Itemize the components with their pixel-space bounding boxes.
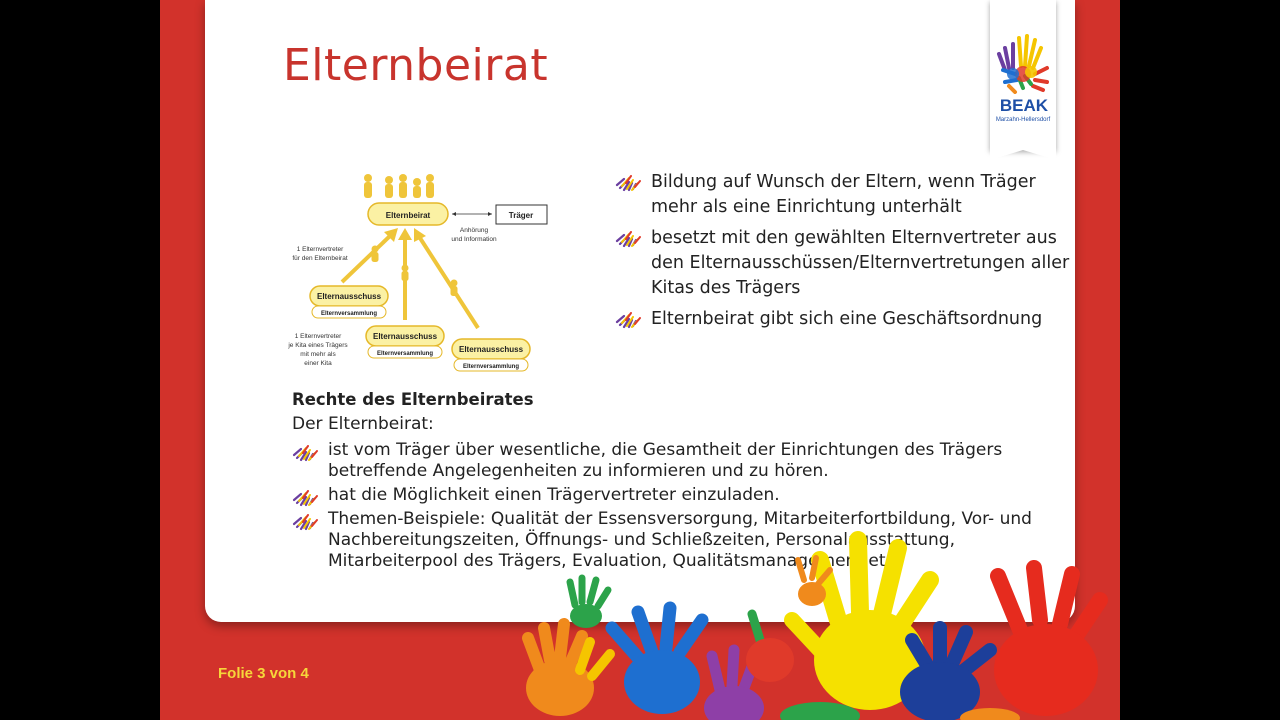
- list-item: [615, 307, 1085, 332]
- list-item: [615, 170, 1085, 220]
- bullet-text: Themen-Beispiele: Qualität der Essensversorgung, Mitarbeiterfortbildung, Vor- und Nachbereitungszeiten, Öffnungs- und Schließzeiten, Personalausstattung, Mitarbeiterpool des Trägers, Evaluation, Qualitätsmanagement etc.: [328, 509, 1032, 571]
- bullet-text: hat die Möglichkeit einen Trägervertreter einzuladen.: [328, 485, 780, 505]
- logo-brand: BEAK: [999, 96, 1049, 115]
- beak-logo: [990, 0, 1056, 150]
- node-ausschuss-1: Elternausschuss: [316, 292, 382, 301]
- bullet-text: besetzt mit den gewählten Elternvertreter aus den Elternausschüssen/Elternvertretungen aller Kitas des Trägers: [651, 228, 1070, 298]
- node-versammlung-2: Elternversammlung: [376, 351, 434, 357]
- hand-bullet-icon: [615, 310, 641, 330]
- note-top-line2: für den Elternbeirat: [292, 255, 348, 262]
- note-bottom-line1: 1 Elternvertreter: [294, 333, 342, 340]
- list-item: [615, 226, 1085, 301]
- note-top-line1: 1 Elternvertreter: [296, 246, 344, 253]
- node-ausschuss-3: Elternausschuss: [458, 345, 524, 354]
- bullet-text: ist vom Träger über wesentliche, die Gesamtheit der Einrichtungen des Trägers betreffende Angelegenheiten zu informieren und zu hören.: [328, 440, 1003, 481]
- bullet-text: Elternbeirat gibt sich eine Geschäftsordnung: [651, 309, 1043, 329]
- node-ausschuss-2: Elternausschuss: [372, 332, 438, 341]
- hand-bullet-icon: [615, 173, 641, 193]
- note-bottom-line4: einer Kita: [304, 360, 332, 367]
- node-traeger: Träger: [508, 211, 534, 220]
- handprints-decoration: [520, 520, 1120, 720]
- slide-counter: Folie 3 von 4: [218, 665, 309, 682]
- hand-bullet-icon: [292, 488, 318, 508]
- logo-subtitle: Marzahn-Hellersdorf: [995, 117, 1051, 123]
- rights-subheading: Der Elternbeirat:: [292, 414, 434, 434]
- person-icons: [364, 174, 434, 198]
- list-item: [292, 485, 1052, 506]
- node-versammlung-1: Elternversammlung: [320, 311, 378, 317]
- node-elternbeirat: Elternbeirat: [385, 211, 431, 220]
- note-bottom-line2: je Kita eines Trägers: [288, 342, 348, 349]
- note-bottom-line3: mit mehr als: [300, 351, 336, 358]
- slide-title: Elternbeirat: [283, 40, 549, 91]
- list-item: [292, 440, 1052, 482]
- bullet-text: Bildung auf Wunsch der Eltern, wenn Träger mehr als eine Einrichtung unterhält: [651, 172, 1036, 217]
- elternbeirat-diagram: [280, 170, 550, 380]
- rights-heading: Rechte des Elternbeirates: [292, 390, 534, 409]
- node-versammlung-3: Elternversammlung: [462, 364, 520, 370]
- colorful-hands-logo-icon: [995, 30, 1051, 94]
- right-bullet-list: [615, 170, 1085, 338]
- label-information: und Information: [451, 236, 497, 243]
- slide: [160, 0, 1120, 720]
- label-anhoerung: Anhörung: [459, 227, 489, 234]
- hand-bullet-icon: [292, 443, 318, 463]
- hand-bullet-icon: [292, 512, 318, 532]
- hand-bullet-icon: [615, 229, 641, 249]
